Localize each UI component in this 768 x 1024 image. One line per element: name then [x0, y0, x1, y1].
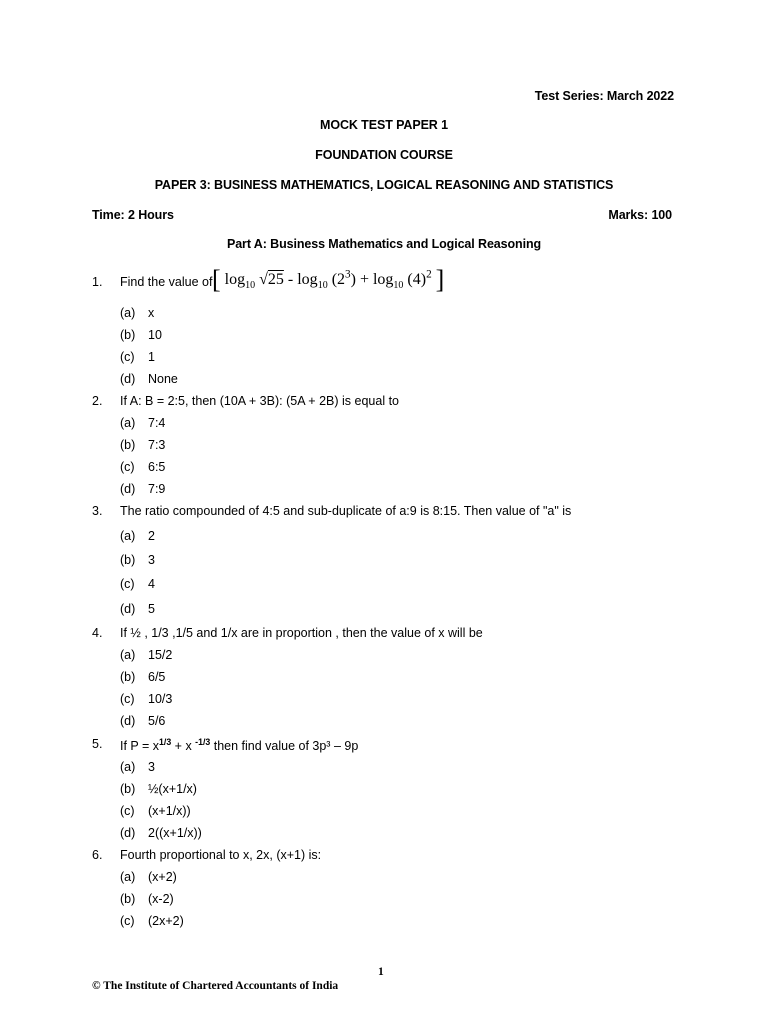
copyright-footer: © The Institute of Chartered Accountants of India: [92, 980, 339, 992]
option: (a) x: [120, 306, 155, 320]
option: (d) 5: [120, 602, 155, 616]
marks-label: Marks: 100: [608, 208, 672, 222]
option: (a) 3: [120, 760, 155, 774]
question-number: 2.: [92, 394, 103, 408]
log-expression: [ $\log_{10} √25 - \log_{10} (2^3) + \log_{10} (4)^2$ ]: [212, 265, 445, 294]
question-text: Fourth proportional to x, 2x, (x+1) is:: [120, 848, 322, 862]
option: (d) 2((x+1/x)): [120, 826, 202, 840]
option: (d) 5/6: [120, 714, 166, 728]
question-number: 6.: [92, 848, 103, 862]
time-label: Time: 2 Hours: [92, 208, 174, 222]
option: (c) (x+1/x)): [120, 804, 191, 818]
question-text: If $P = x^{1/3} + x$ $^{-1/3}$ then find value of 3p³ – 9p: [120, 737, 359, 754]
question-number: 4.: [92, 626, 103, 640]
option: (a) (x+2): [120, 870, 177, 884]
question-number: 5.: [92, 737, 103, 751]
test-series: Test Series: March 2022: [534, 89, 674, 103]
option: (d) 7:9: [120, 482, 166, 496]
option: (a) 7:4: [120, 416, 166, 430]
square-root-icon: √: [259, 271, 268, 288]
question-number: 3.: [92, 504, 103, 518]
question-text: Find the value of: [120, 275, 213, 289]
page-number: 1: [378, 966, 384, 978]
option: (b) ½(x+1/x): [120, 782, 197, 796]
option: (a) 15/2: [120, 648, 173, 662]
option: (c) 4: [120, 577, 155, 591]
course-name: FOUNDATION COURSE: [315, 148, 453, 162]
paper-name: PAPER 3: BUSINESS MATHEMATICS, LOGICAL REASONING AND STATISTICS: [154, 178, 614, 192]
option: (c) 10/3: [120, 692, 173, 706]
option: (c) 1: [120, 350, 155, 364]
question-number: 1.: [92, 275, 103, 289]
question-text: If ½ , 1/3 ,1/5 and 1/x are in proportion , then the value of x will be: [120, 626, 483, 640]
option: (c) 6:5: [120, 460, 166, 474]
option: (b) 10: [120, 328, 162, 342]
option: (a) 2: [120, 529, 155, 543]
question-text: If A: B = 2:5, then (10A + 3B): (5A + 2B) is equal to: [120, 394, 399, 408]
option: (b) (x-2): [120, 892, 174, 906]
option: (d) None: [120, 372, 178, 386]
option: (b) 7:3: [120, 438, 166, 452]
option: (b) 6/5: [120, 670, 166, 684]
question-text: The ratio compounded of 4:5 and sub-duplicate of a:9 is 8:15. Then value of "a" is: [120, 504, 572, 518]
option: (c) (2x+2): [120, 914, 184, 928]
option: (b) 3: [120, 553, 155, 567]
paper-title: MOCK TEST PAPER 1: [320, 118, 448, 132]
part-heading: Part A: Business Mathematics and Logical Reasoning: [226, 237, 542, 251]
